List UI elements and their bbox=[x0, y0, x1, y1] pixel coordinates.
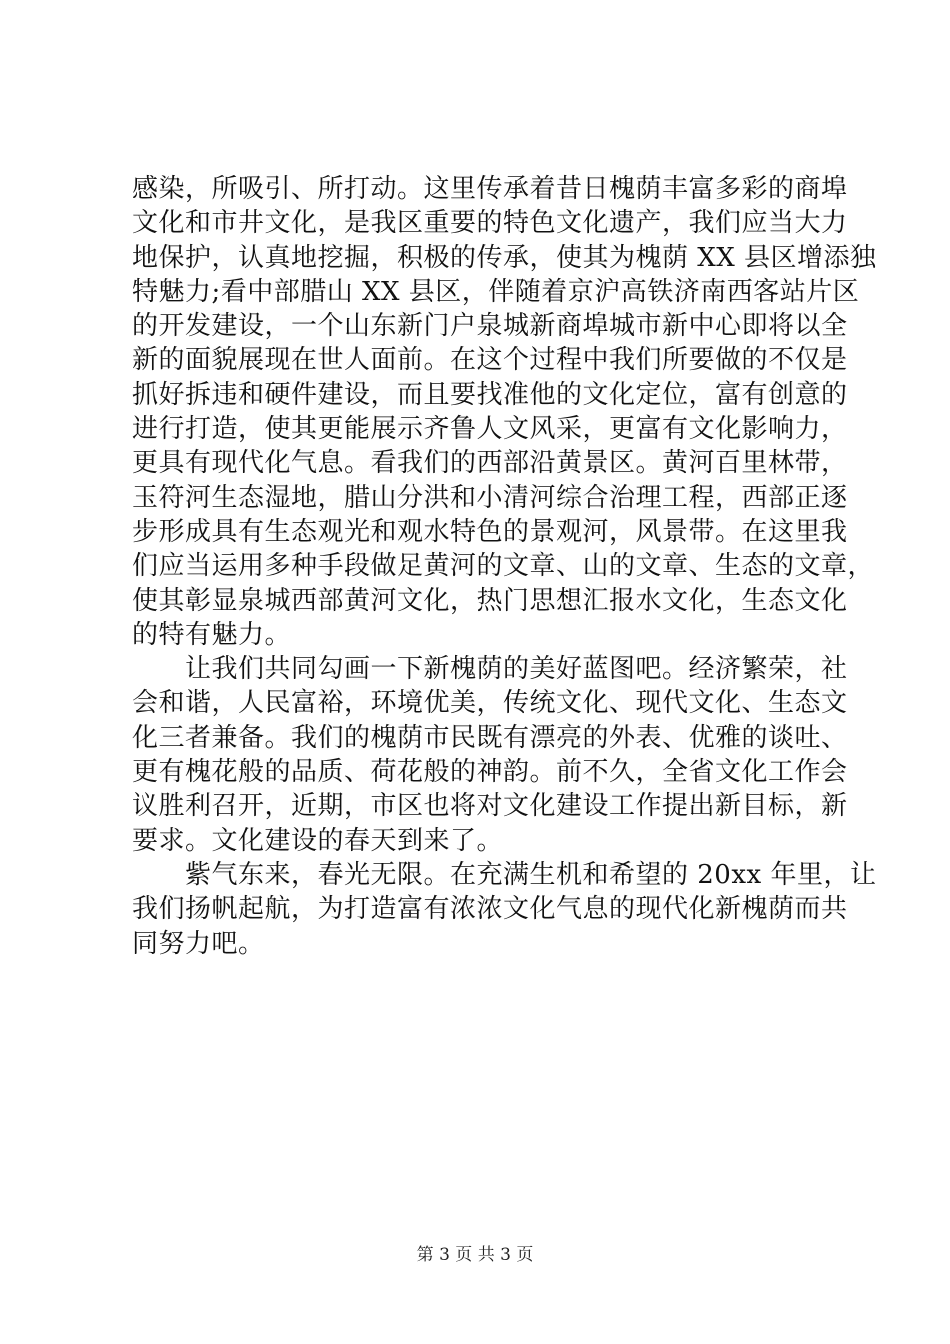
text-line: 新的面貌展现在世人面前。在这个过程中我们所要做的不仅是 bbox=[132, 345, 848, 376]
text-line: 感染，所吸引、所打动。这里传承着昔日槐荫丰富多彩的商埠 bbox=[132, 174, 848, 204]
text-line: 更具有现代化气息。看我们的西部沿黄景区。黄河百里林带， bbox=[132, 448, 848, 479]
text-line: 我们扬帆起航，为打造富有浓浓文化气息的现代化新槐荫而共 bbox=[132, 894, 848, 925]
text-line: 地保护，认真地挖掘，积极的传承，使其为槐荫 XX 县区增添独 bbox=[132, 242, 877, 273]
page-number: 第 3 页 共 3 页 bbox=[416, 1245, 534, 1265]
text-line: 更有槐花般的品质、荷花般的神韵。前不久，全省文化工作会 bbox=[132, 757, 848, 788]
text-line: 们应当运用多种手段做足黄河的文章、山的文章、生态的文章， bbox=[132, 551, 875, 582]
text-line: 同努力吧。 bbox=[132, 928, 265, 959]
text-line: 步形成具有生态观光和观水特色的景观河，风景带。在这里我 bbox=[132, 516, 848, 547]
page-footer bbox=[0, 1245, 950, 1265]
text-line: 让我们共同勾画一下新槐荫的美好蓝图吧。经济繁荣，社 bbox=[132, 654, 848, 685]
body-text bbox=[132, 172, 877, 961]
text-line: 抓好拆违和硬件建设，而且要找准他的文化定位，富有创意的 bbox=[132, 379, 848, 410]
text-line: 文化和市井文化，是我区重要的特色文化遗产，我们应当大力 bbox=[132, 208, 848, 239]
text-line: 的开发建设，一个山东新门户泉城新商埠城市新中心即将以全 bbox=[132, 311, 848, 342]
text-line: 紫气东来，春光无限。在充满生机和希望的 20xx 年里，让 bbox=[132, 859, 877, 890]
text-line: 会和谐，人民富裕，环境优美，传统文化、现代文化、生态文 bbox=[132, 688, 848, 719]
text-line: 的特有魅力。 bbox=[132, 619, 292, 650]
text-line: 玉符河生态湿地，腊山分洪和小清河综合治理工程，西部正逐 bbox=[132, 482, 848, 513]
text-line: 议胜利召开，近期，市区也将对文化建设工作提出新目标，新 bbox=[132, 791, 848, 822]
text-line: 使其彰显泉城西部黄河文化，热门思想汇报水文化，生态文化 bbox=[132, 585, 848, 616]
text-line: 要求。文化建设的春天到来了。 bbox=[132, 825, 504, 856]
text-line: 化三者兼备。我们的槐荫市民既有漂亮的外表、优雅的谈吐、 bbox=[132, 722, 848, 753]
text-line: 进行打造，使其更能展示齐鲁人文风采，更富有文化影响力， bbox=[132, 414, 848, 445]
text-line: 特魅力;看中部腊山 XX 县区，伴随着京沪高铁济南西客站片区 bbox=[132, 276, 860, 307]
